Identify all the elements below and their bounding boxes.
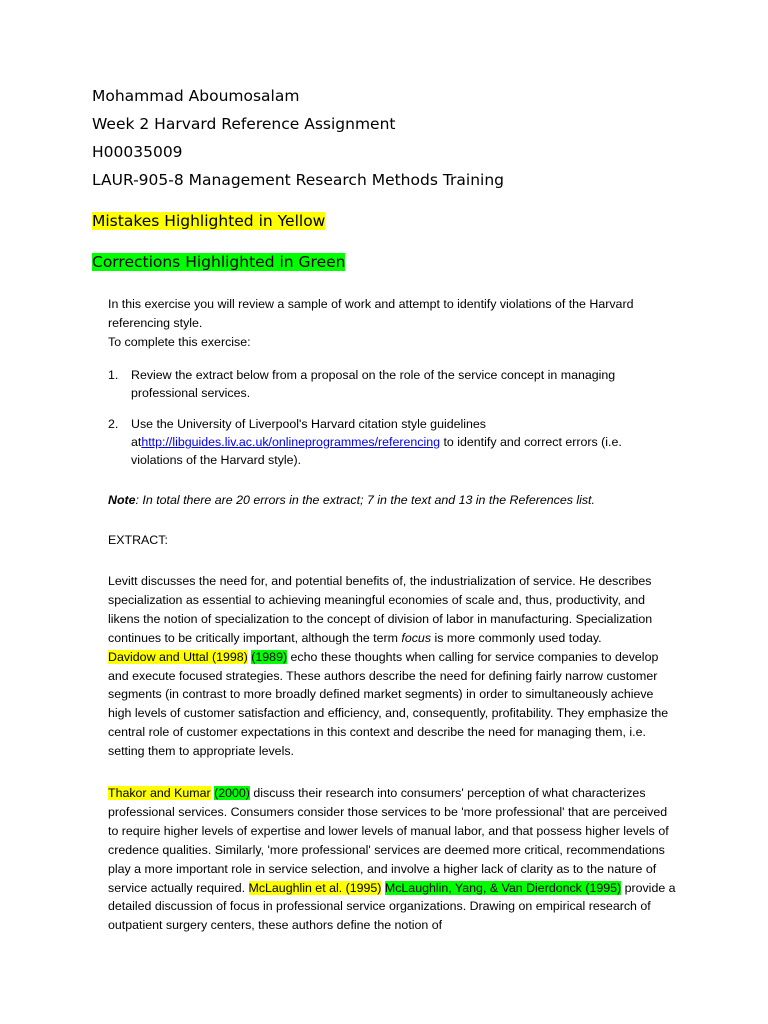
step-2-text-end: to identify and correct errors (i.e. violations of the Harvard style).	[131, 435, 622, 467]
step-2	[108, 415, 653, 469]
mistake-citation: Thakor and Kumar	[108, 786, 211, 800]
referencing-guide-link[interactable]: http://libguides.liv.ac.uk/onlineprogrammes/referencing	[141, 435, 441, 449]
corrections-legend: Corrections Highlighted in Green	[92, 253, 346, 271]
extract-label: EXTRACT:	[108, 533, 168, 547]
extract-paragraph-2: Thakor and Kumar (2000) discuss their research into consumers' perception of what characterizes professional services. Consumers consider those services to be 'more professional' that are perceived to require higher levels of expertise and lower levels of manual labor, and that possess higher levels of credence qualities. Similarly, 'more professional' services are deemed more critical, recommendations play a more important role in service selection, and involve a higher lack of clarity as to the nature of service actually required. McLaughlin et al. (1995) McLaughlin, Yang, & Van Dierdonck (1995) provide a detailed discussion of focus in professional service organizations. Drawing on empirical research of outpatient surgery centers, these authors define the notion of	[108, 786, 676, 933]
correction-citation: (1989)	[251, 649, 288, 664]
intro-text	[108, 295, 678, 352]
mistakes-legend: Mistakes Highlighted in Yellow	[92, 212, 326, 230]
note-text: : In total there are 20 errors in the extract; 7 in the text and 13 in the References list.	[135, 493, 595, 507]
step-1	[108, 366, 648, 402]
correction-citation: McLaughlin, Yang, & Van Dierdonck (1995)	[384, 880, 622, 895]
step-2-text: Use the University of Liverpool's Harvard citation style guidelines at	[131, 417, 486, 449]
intro-line-1: In this exercise you will review a sample of work and attempt to identify violations of the Harvard referencing style.	[108, 297, 634, 330]
note-label: Note	[108, 493, 136, 507]
step-2-number: 2.	[108, 417, 119, 431]
extract-paragraph-1: Levitt discusses the need for, and potential benefits of, the industrialization of service. He describes specialization as essential to achieving meaningful economies of scale and, thus, productivity, and likens the notion of specialization to the concept of division of labor in manufacturing. Specialization continues to be critically important, although the term focus is more commonly used today. Davidow and Uttal (1998) (1989) echo these thoughts when calling for service companies to develop and execute focused strategies. These authors describe the need for defining fairly narrow customer segments (in contrast to more broadly defined market segments) in order to simultaneously achieve high levels of customer satisfaction and efficiency, and, consequently, profitability. They emphasize the central role of customer expectations in this context and describe the need for managing them, i.e. setting them to appropriate levels.	[108, 574, 669, 759]
mistake-citation: Davidow and Uttal (1998)	[108, 649, 248, 664]
assignment-title: Week 2 Harvard Reference Assignment	[92, 115, 396, 133]
correction-citation: (2000)	[214, 786, 250, 800]
author-name: Mohammad Aboumosalam	[92, 87, 300, 105]
intro-line-2: To complete this exercise:	[108, 334, 251, 349]
step-1-number: 1.	[108, 368, 119, 382]
course-title: LAUR-905-8 Management Research Methods Training	[92, 171, 504, 189]
focus-term: focus	[401, 630, 432, 645]
step-1-text: Review the extract below from a proposal on the role of the service concept in managing professional services.	[131, 368, 616, 400]
mistake-citation: McLaughlin et al. (1995)	[248, 880, 382, 895]
student-id: H00035009	[92, 143, 183, 161]
note-line	[108, 491, 678, 510]
